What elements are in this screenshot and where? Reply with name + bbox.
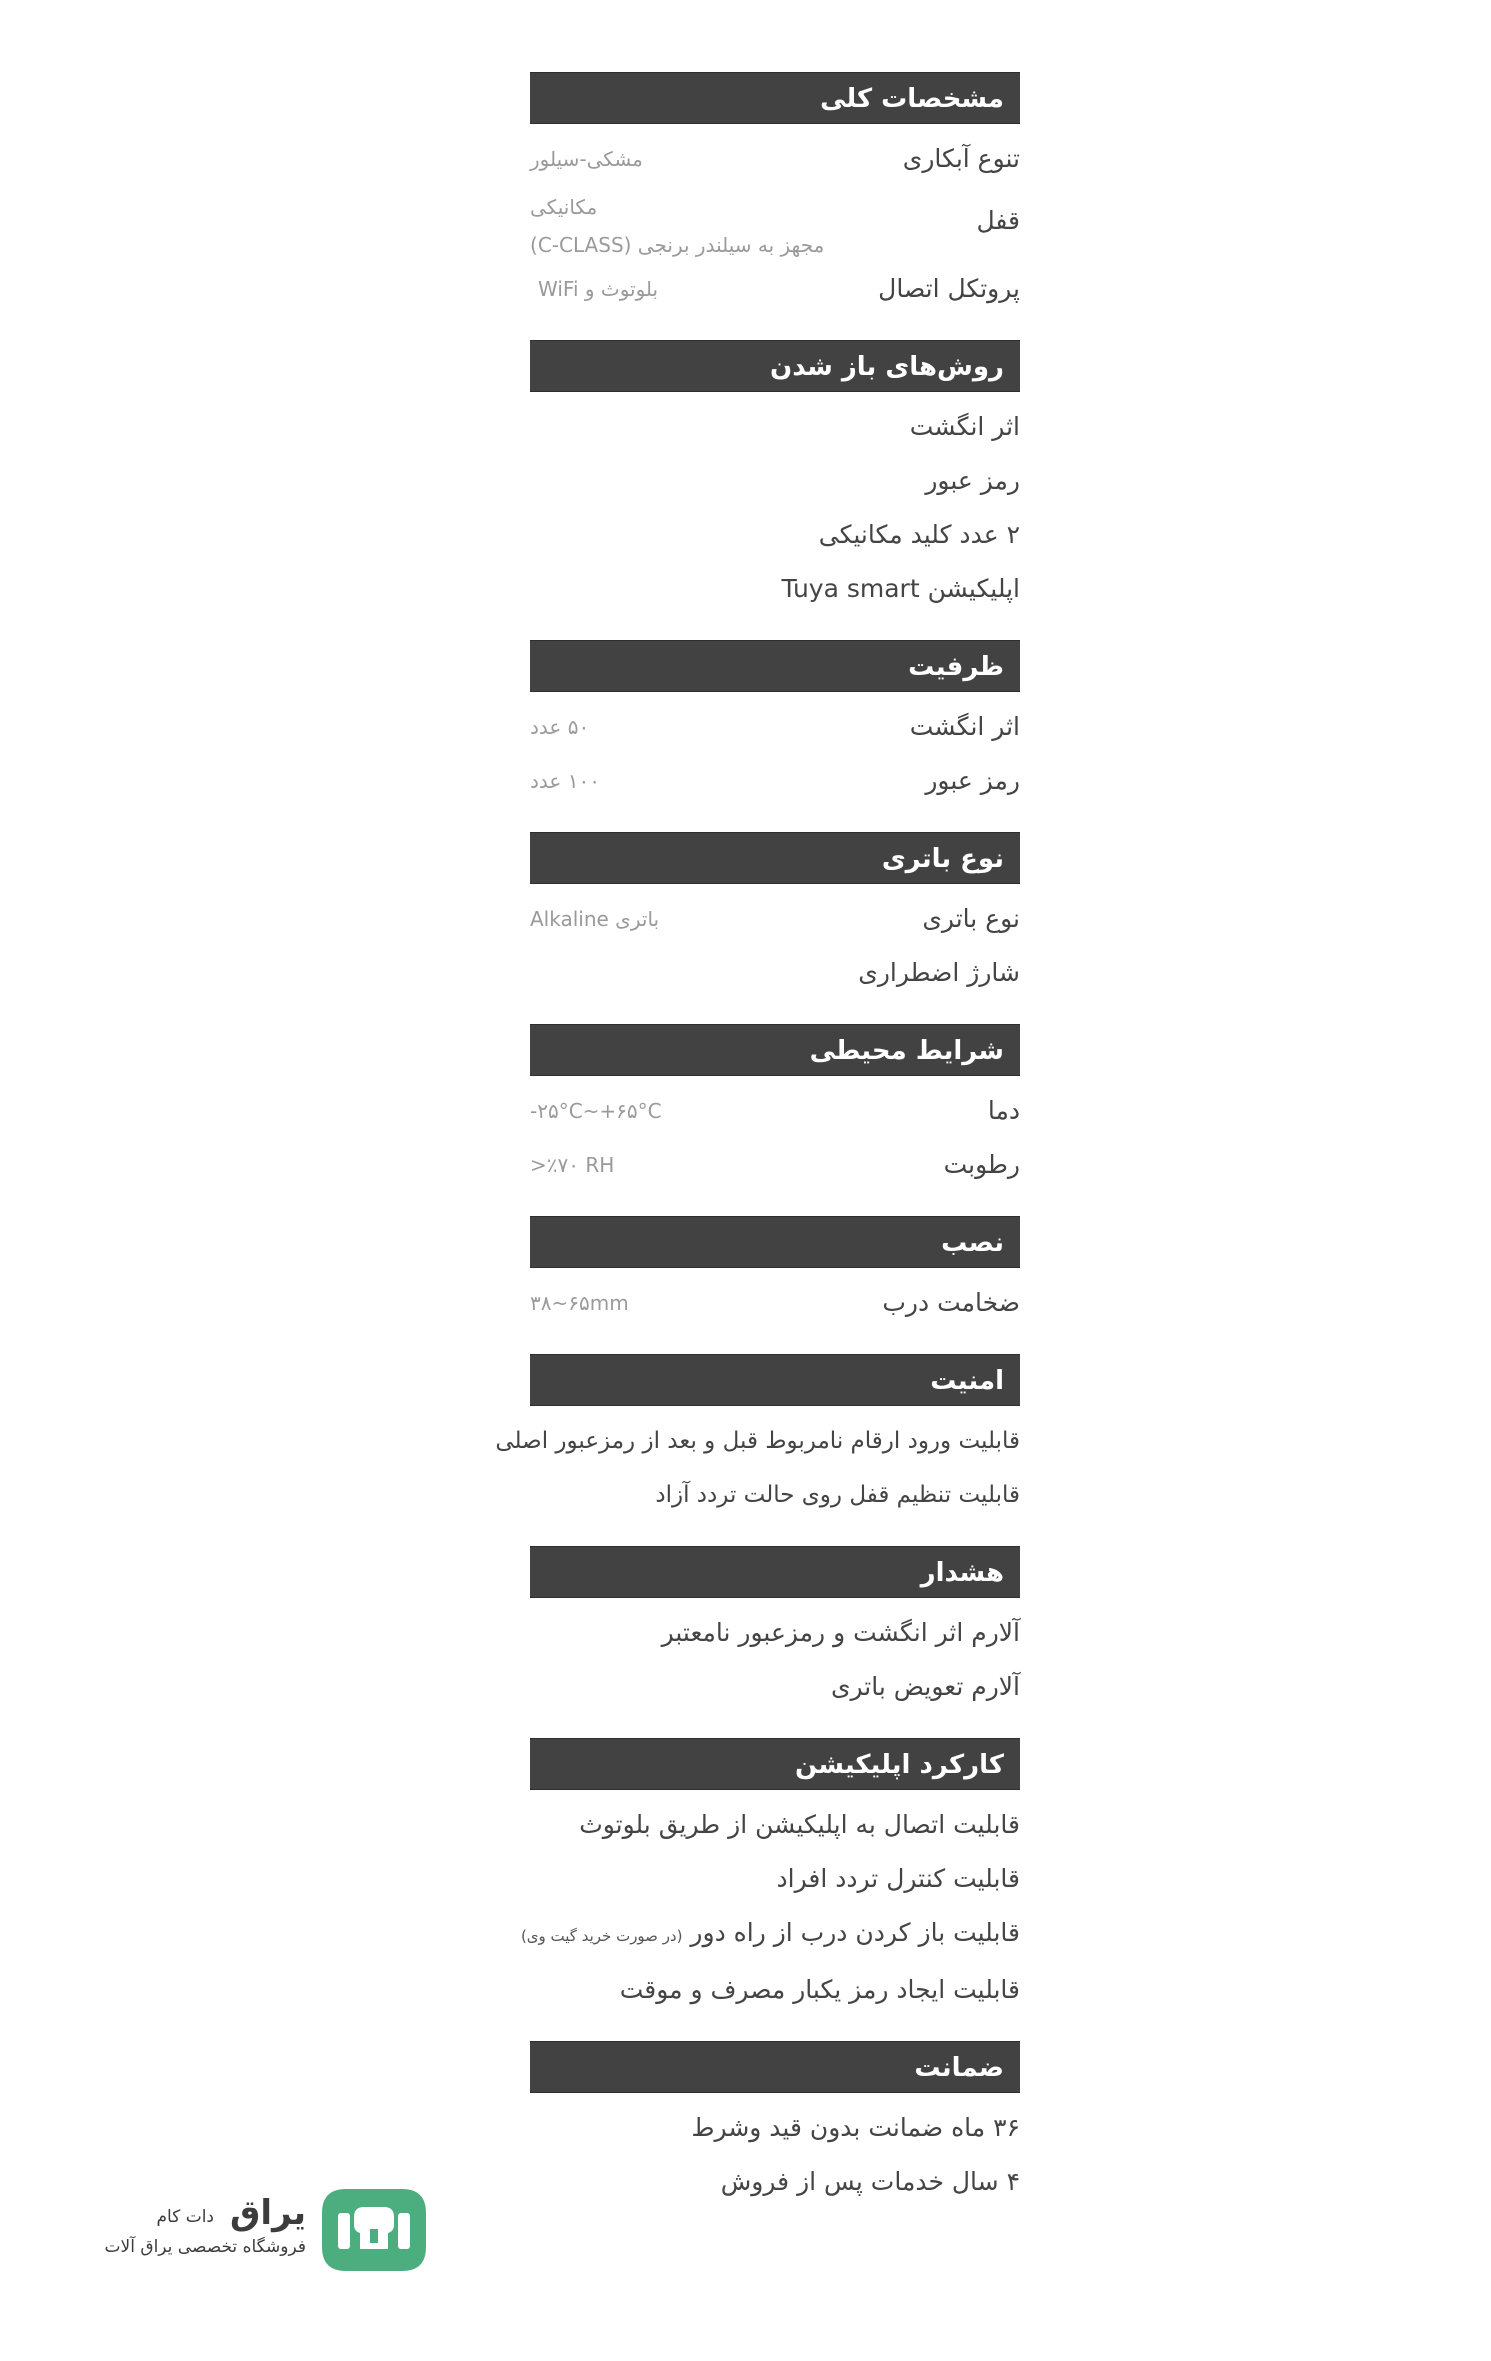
spec-item: قابلیت ایجاد رمز یکبار مصرف و موقت <box>619 1975 1020 2004</box>
logo-tagline: فروشگاه تخصصی یراق آلات <box>104 2237 306 2257</box>
spec-label: نوع باتری <box>922 904 1020 933</box>
section-general <box>530 72 1020 308</box>
spec-label: قفل <box>976 206 1020 235</box>
section-capacity <box>530 640 1020 800</box>
spec-item: شارژ اضطراری <box>858 958 1020 987</box>
spec-value: مکانیکی مجهز به سیلندر برنجی (C-CLASS) <box>530 195 825 257</box>
spec-row <box>530 1284 1020 1322</box>
spec-row <box>530 1146 1020 1184</box>
spec-item-note: (در صورت خرید گیت وی) <box>520 1927 683 1945</box>
spec-item: آلارم تعویض باتری <box>830 1672 1020 1701</box>
section-security <box>495 1354 1020 1514</box>
spec-label: رمز عبور <box>925 766 1020 795</box>
spec-item: قابلیت اتصال به اپلیکیشن از طریق بلوتوث <box>579 1810 1020 1839</box>
section-header: مشخصات کلی <box>530 72 1020 124</box>
spec-item-text: قابلیت باز کردن درب از راه دور <box>690 1918 1020 1947</box>
spec-item: اپلیکیشن Tuya smart <box>781 574 1020 603</box>
section-environment <box>530 1024 1020 1184</box>
spec-label: ضخامت درب <box>882 1288 1020 1317</box>
spec-value: ۵۰ عدد <box>530 715 590 739</box>
spec-row <box>530 708 1020 746</box>
spec-sheet <box>495 72 1020 2233</box>
spec-row <box>530 900 1020 938</box>
spec-value: باتری Alkaline <box>530 907 660 931</box>
section-alarm <box>530 1546 1020 1706</box>
spec-row <box>530 762 1020 800</box>
spec-row <box>530 270 1020 308</box>
spec-item: رمز عبور <box>925 466 1020 495</box>
spec-item: قابلیت ورود ارقام نامربوط قبل و بعد از رمزعبور اصلی <box>495 1428 1020 1454</box>
spec-value: >٪۷۰ RH <box>530 1153 615 1177</box>
section-header: نصب <box>530 1216 1020 1268</box>
spec-value: -۲۵°C~+۶۵°C <box>530 1099 662 1123</box>
spec-item: اثر انگشت <box>909 412 1020 441</box>
logo-brand-suffix: دات کام <box>156 2207 214 2227</box>
section-battery <box>530 832 1020 992</box>
spec-row <box>530 1092 1020 1130</box>
spec-value: ۳۸~۶۵mm <box>530 1291 629 1315</box>
logo-brand-name: یراق <box>230 2193 306 2233</box>
section-app-functions <box>520 1738 1020 2009</box>
section-header: شرایط محیطی <box>530 1024 1020 1076</box>
section-header: امنیت <box>530 1354 1020 1406</box>
spec-item-with-note <box>520 1914 1020 1955</box>
section-installation <box>530 1216 1020 1322</box>
section-header: نوع باتری <box>530 832 1020 884</box>
section-opening-methods <box>530 340 1020 608</box>
spec-label: تنوع آبکاری <box>902 144 1020 173</box>
section-warranty <box>530 2041 1020 2201</box>
spec-item: ۲ عدد کلید مکانیکی <box>818 520 1020 549</box>
keyhole-logo-icon <box>318 2185 430 2275</box>
spec-value: بلوتوث و WiFi <box>538 277 659 301</box>
spec-item: ۳۶ ماه ضمانت بدون قید وشرط <box>691 2113 1020 2142</box>
spec-label: دما <box>987 1096 1020 1125</box>
spec-label: اثر انگشت <box>909 712 1020 741</box>
spec-label: رطوبت <box>943 1150 1020 1179</box>
section-header: روش‌های باز شدن <box>530 340 1020 392</box>
section-header: ضمانت <box>530 2041 1020 2093</box>
spec-value: ۱۰۰ عدد <box>530 769 600 793</box>
spec-label: پروتکل اتصال <box>878 274 1020 303</box>
spec-item: قابلیت تنظیم قفل روی حالت تردد آزاد <box>655 1482 1020 1508</box>
section-header: هشدار <box>530 1546 1020 1598</box>
section-header: ظرفیت <box>530 640 1020 692</box>
spec-item: ۴ سال خدمات پس از فروش <box>720 2167 1020 2196</box>
spec-row <box>530 140 1020 178</box>
brand-logo <box>104 2185 430 2275</box>
spec-item: آلارم اثر انگشت و رمزعبور نامعتبر <box>661 1618 1020 1647</box>
spec-value: مشکی-سیلور <box>530 147 643 171</box>
spec-item: قابلیت کنترل تردد افراد <box>776 1864 1020 1893</box>
spec-row <box>530 188 1020 264</box>
section-header: کارکرد اپلیکیشن <box>530 1738 1020 1790</box>
